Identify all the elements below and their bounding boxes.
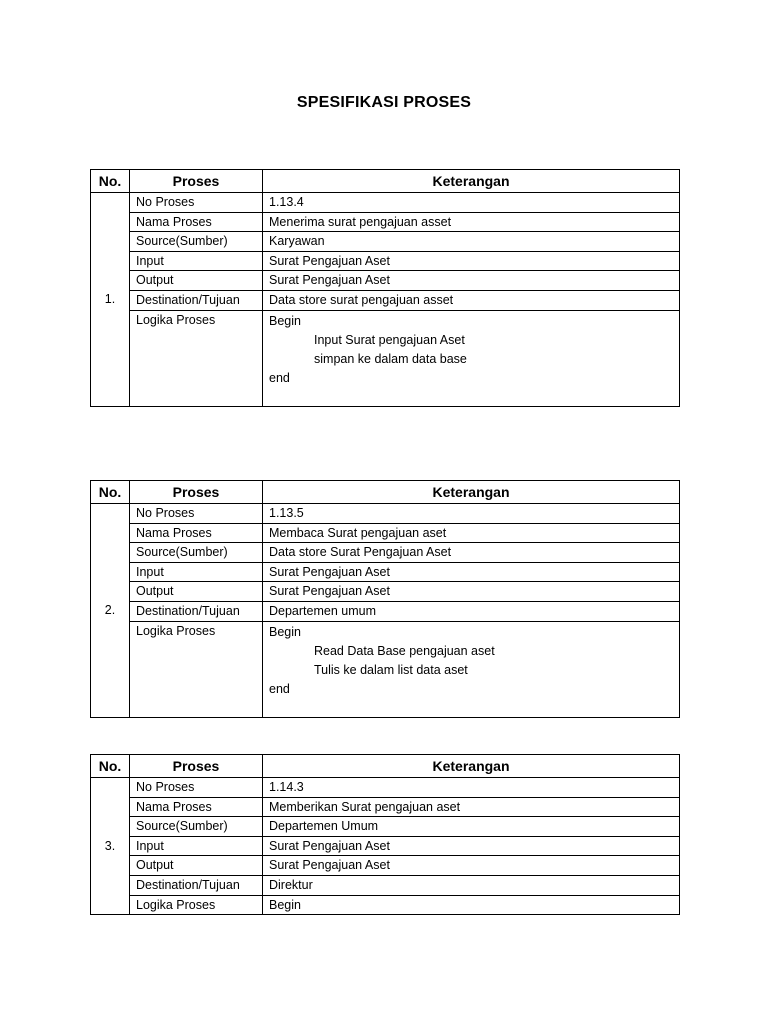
value-logika (263, 310, 680, 406)
process-spec-table-1 (90, 169, 680, 407)
table-row (91, 271, 680, 291)
value-input: Surat Pengajuan Aset (263, 836, 680, 856)
label-output: Output (130, 271, 263, 291)
label-destination: Destination/Tujuan (130, 875, 263, 895)
table-row (91, 251, 680, 271)
table-row (91, 601, 680, 621)
label-nama-proses: Nama Proses (130, 797, 263, 817)
value-no-proses: 1.13.5 (263, 504, 680, 524)
label-logika: Logika Proses (130, 621, 263, 717)
value-nama-proses: Menerima surat pengajuan asset (263, 212, 680, 232)
table-row (91, 778, 680, 798)
table-row (91, 856, 680, 876)
header-no: No. (91, 481, 130, 504)
value-source: Data store Surat Pengajuan Aset (263, 543, 680, 563)
value-no-proses: 1.13.4 (263, 193, 680, 213)
header-proses: Proses (130, 755, 263, 778)
logic-line: Begin (269, 313, 301, 328)
header-keterangan: Keterangan (263, 755, 680, 778)
table-row (91, 875, 680, 895)
value-source: Karyawan (263, 232, 680, 252)
table-header-row (91, 755, 680, 778)
table-header-row (91, 481, 680, 504)
process-spec-table-3 (90, 754, 680, 915)
logic-line: Begin (269, 624, 301, 639)
logic-line: Read Data Base pengajuan aset (314, 643, 495, 658)
logic-line: end (269, 370, 290, 385)
table-row (91, 193, 680, 213)
value-output: Surat Pengajuan Aset (263, 271, 680, 291)
header-no: No. (91, 755, 130, 778)
table-row (91, 797, 680, 817)
row-number: 1. (91, 193, 130, 407)
label-source: Source(Sumber) (130, 232, 263, 252)
table-row (91, 232, 680, 252)
table-row (91, 817, 680, 837)
header-no: No. (91, 170, 130, 193)
table-row (91, 310, 680, 406)
value-no-proses: 1.14.3 (263, 778, 680, 798)
value-logika (263, 621, 680, 717)
process-spec-table-2 (90, 480, 680, 718)
label-source: Source(Sumber) (130, 543, 263, 563)
value-nama-proses: Memberikan Surat pengajuan aset (263, 797, 680, 817)
label-logika: Logika Proses (130, 895, 263, 915)
header-keterangan: Keterangan (263, 170, 680, 193)
value-destination: Direktur (263, 875, 680, 895)
value-input: Surat Pengajuan Aset (263, 251, 680, 271)
label-nama-proses: Nama Proses (130, 523, 263, 543)
logic-line: Input Surat pengajuan Aset (314, 332, 465, 347)
header-proses: Proses (130, 481, 263, 504)
label-output: Output (130, 582, 263, 602)
value-nama-proses: Membaca Surat pengajuan aset (263, 523, 680, 543)
table-row (91, 523, 680, 543)
value-destination: Data store surat pengajuan asset (263, 290, 680, 310)
label-destination: Destination/Tujuan (130, 290, 263, 310)
label-destination: Destination/Tujuan (130, 601, 263, 621)
table-header-row (91, 170, 680, 193)
logic-line: Tulis ke dalam list data aset (314, 662, 468, 677)
value-source: Departemen Umum (263, 817, 680, 837)
table-row (91, 582, 680, 602)
row-number: 2. (91, 504, 130, 718)
label-no-proses: No Proses (130, 778, 263, 798)
logic-line: end (269, 681, 290, 696)
label-input: Input (130, 836, 263, 856)
table-row (91, 543, 680, 563)
label-no-proses: No Proses (130, 193, 263, 213)
table-row (91, 562, 680, 582)
value-output: Surat Pengajuan Aset (263, 582, 680, 602)
table-row (91, 504, 680, 524)
label-no-proses: No Proses (130, 504, 263, 524)
label-output: Output (130, 856, 263, 876)
table-row (91, 290, 680, 310)
value-destination: Departemen umum (263, 601, 680, 621)
value-logika: Begin (263, 895, 680, 915)
value-input: Surat Pengajuan Aset (263, 562, 680, 582)
table-row (91, 621, 680, 717)
row-number: 3. (91, 778, 130, 915)
table-row (91, 836, 680, 856)
header-keterangan: Keterangan (263, 481, 680, 504)
label-input: Input (130, 251, 263, 271)
label-source: Source(Sumber) (130, 817, 263, 837)
table-row (91, 212, 680, 232)
value-output: Surat Pengajuan Aset (263, 856, 680, 876)
label-nama-proses: Nama Proses (130, 212, 263, 232)
logic-line: simpan ke dalam data base (314, 351, 467, 366)
page-title: SPESIFIKASI PROSES (296, 94, 472, 111)
table-row (91, 895, 680, 915)
label-logika: Logika Proses (130, 310, 263, 406)
header-proses: Proses (130, 170, 263, 193)
label-input: Input (130, 562, 263, 582)
